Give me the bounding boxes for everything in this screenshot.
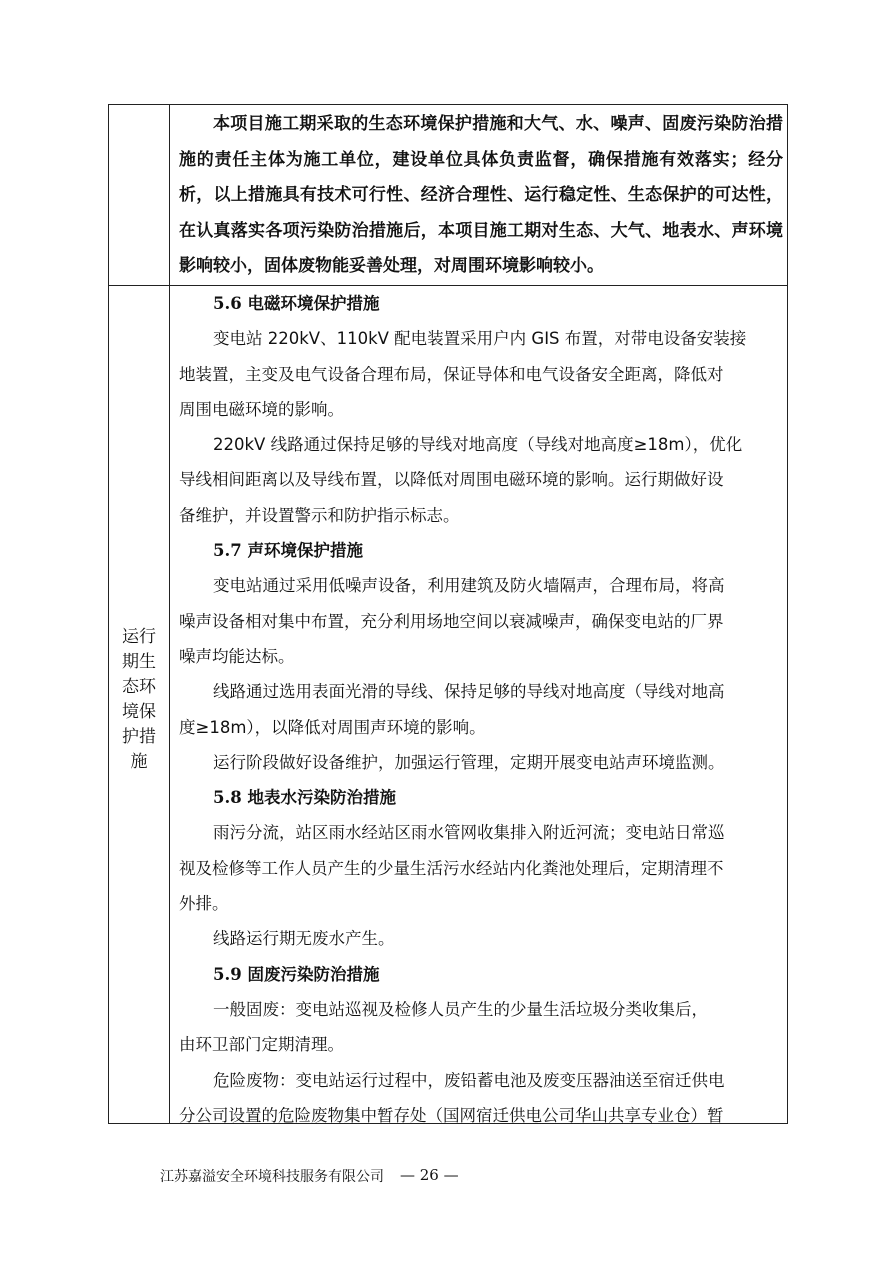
text-line: 220kV 线路通过保持足够的导线对地高度（导线对地高度≥18m），优化 [213,435,743,455]
section-heading: 5.7 声环境保护措施 [213,541,363,561]
text-line: 线路运行期无废水产生。 [213,929,395,949]
operation-period-label-cell [109,285,169,1125]
text-line: 线路通过选用表面光滑的导线、保持足够的导线对地高度（导线对地高 [213,682,725,702]
construction-period-cell [179,105,783,285]
text-line: 由环卫部门定期清理。 [179,1035,344,1055]
text-line: 噪声设备相对集中布置，充分利用场地空间以衰减噪声，确保变电站的厂界 [179,611,724,631]
text-line: 备维护，并设置警示和防护指示标志。 [179,505,460,525]
text-line: 噪声均能达标。 [179,646,295,666]
text-line: 危险废物：变电站运行过程中，废铅蓄电池及废变压器油送至宿迁供电 [213,1070,725,1090]
text-line: 雨污分流，站区雨水经站区雨水管网收集排入附近河流；变电站日常巡 [213,823,725,843]
text-line: 一般固废：变电站巡视及检修人员产生的少量生活垃圾分类收集后， [213,999,708,1019]
text-line: 导线相间距离以及导线布置，以降低对周围电磁环境的影响。运行期做好设 [179,470,724,490]
operation-period-label: 运行期生态环境保护措施 [122,627,156,772]
text-line: 变电站 220kV、110kV 配电装置采用户内 GIS 布置，对带电设备安装接 [213,329,747,349]
section-heading: 5.6 电磁环境保护措施 [213,294,380,313]
text-line: 度≥18m），以降低对周围声环境的影响。 [179,717,486,737]
text-line: 地装置，主变及电气设备合理布局，保证导体和电气设备安全距离，降低对 [179,364,724,384]
text-line: 运行阶段做好设备维护，加强运行管理，定期开展变电站声环境监测。 [213,752,725,772]
section-heading: 5.8 地表水污染防治措施 [213,788,396,808]
footer-company: 江苏嘉溢安全环境科技服务有限公司 [160,1169,384,1185]
text-line: 分公司设置的危险废物集中暂存处（国网宿迁供电公司华山共享专业仓）暂 [179,1105,724,1125]
operation-period-cell [179,286,783,1133]
column-divider [169,105,170,1123]
page-number: — 26 — [400,1166,459,1184]
construction-summary-paragraph: 本项目施工期采取的生态环境保护措施和大气、水、噪声、固废污染防治措施的责任主体为施工单位，建设单位具体负责监督，确保措施有效落实；经分析，以上措施具有技术可行性、经济合理性、运行稳定性、生态保护的可达性，在认真落实各项污染防治措施后，本项目施工期对生态、大气、地表水、声环境影响较小，固体废物能妥善处理，对周围环境影响较小。 [179,114,783,276]
measures-table [108,104,788,1124]
text-line: 周围电磁环境的影响。 [179,399,344,419]
text-line: 视及检修等工作人员产生的少量生活污水经站内化粪池处理后，定期清理不 [179,858,724,878]
text-line: 变电站通过采用低噪声设备，利用建筑及防火墙隔声，合理布局，将高 [213,576,725,596]
text-line: 外排。 [179,894,229,914]
section-heading: 5.9 固废污染防治措施 [213,964,380,984]
